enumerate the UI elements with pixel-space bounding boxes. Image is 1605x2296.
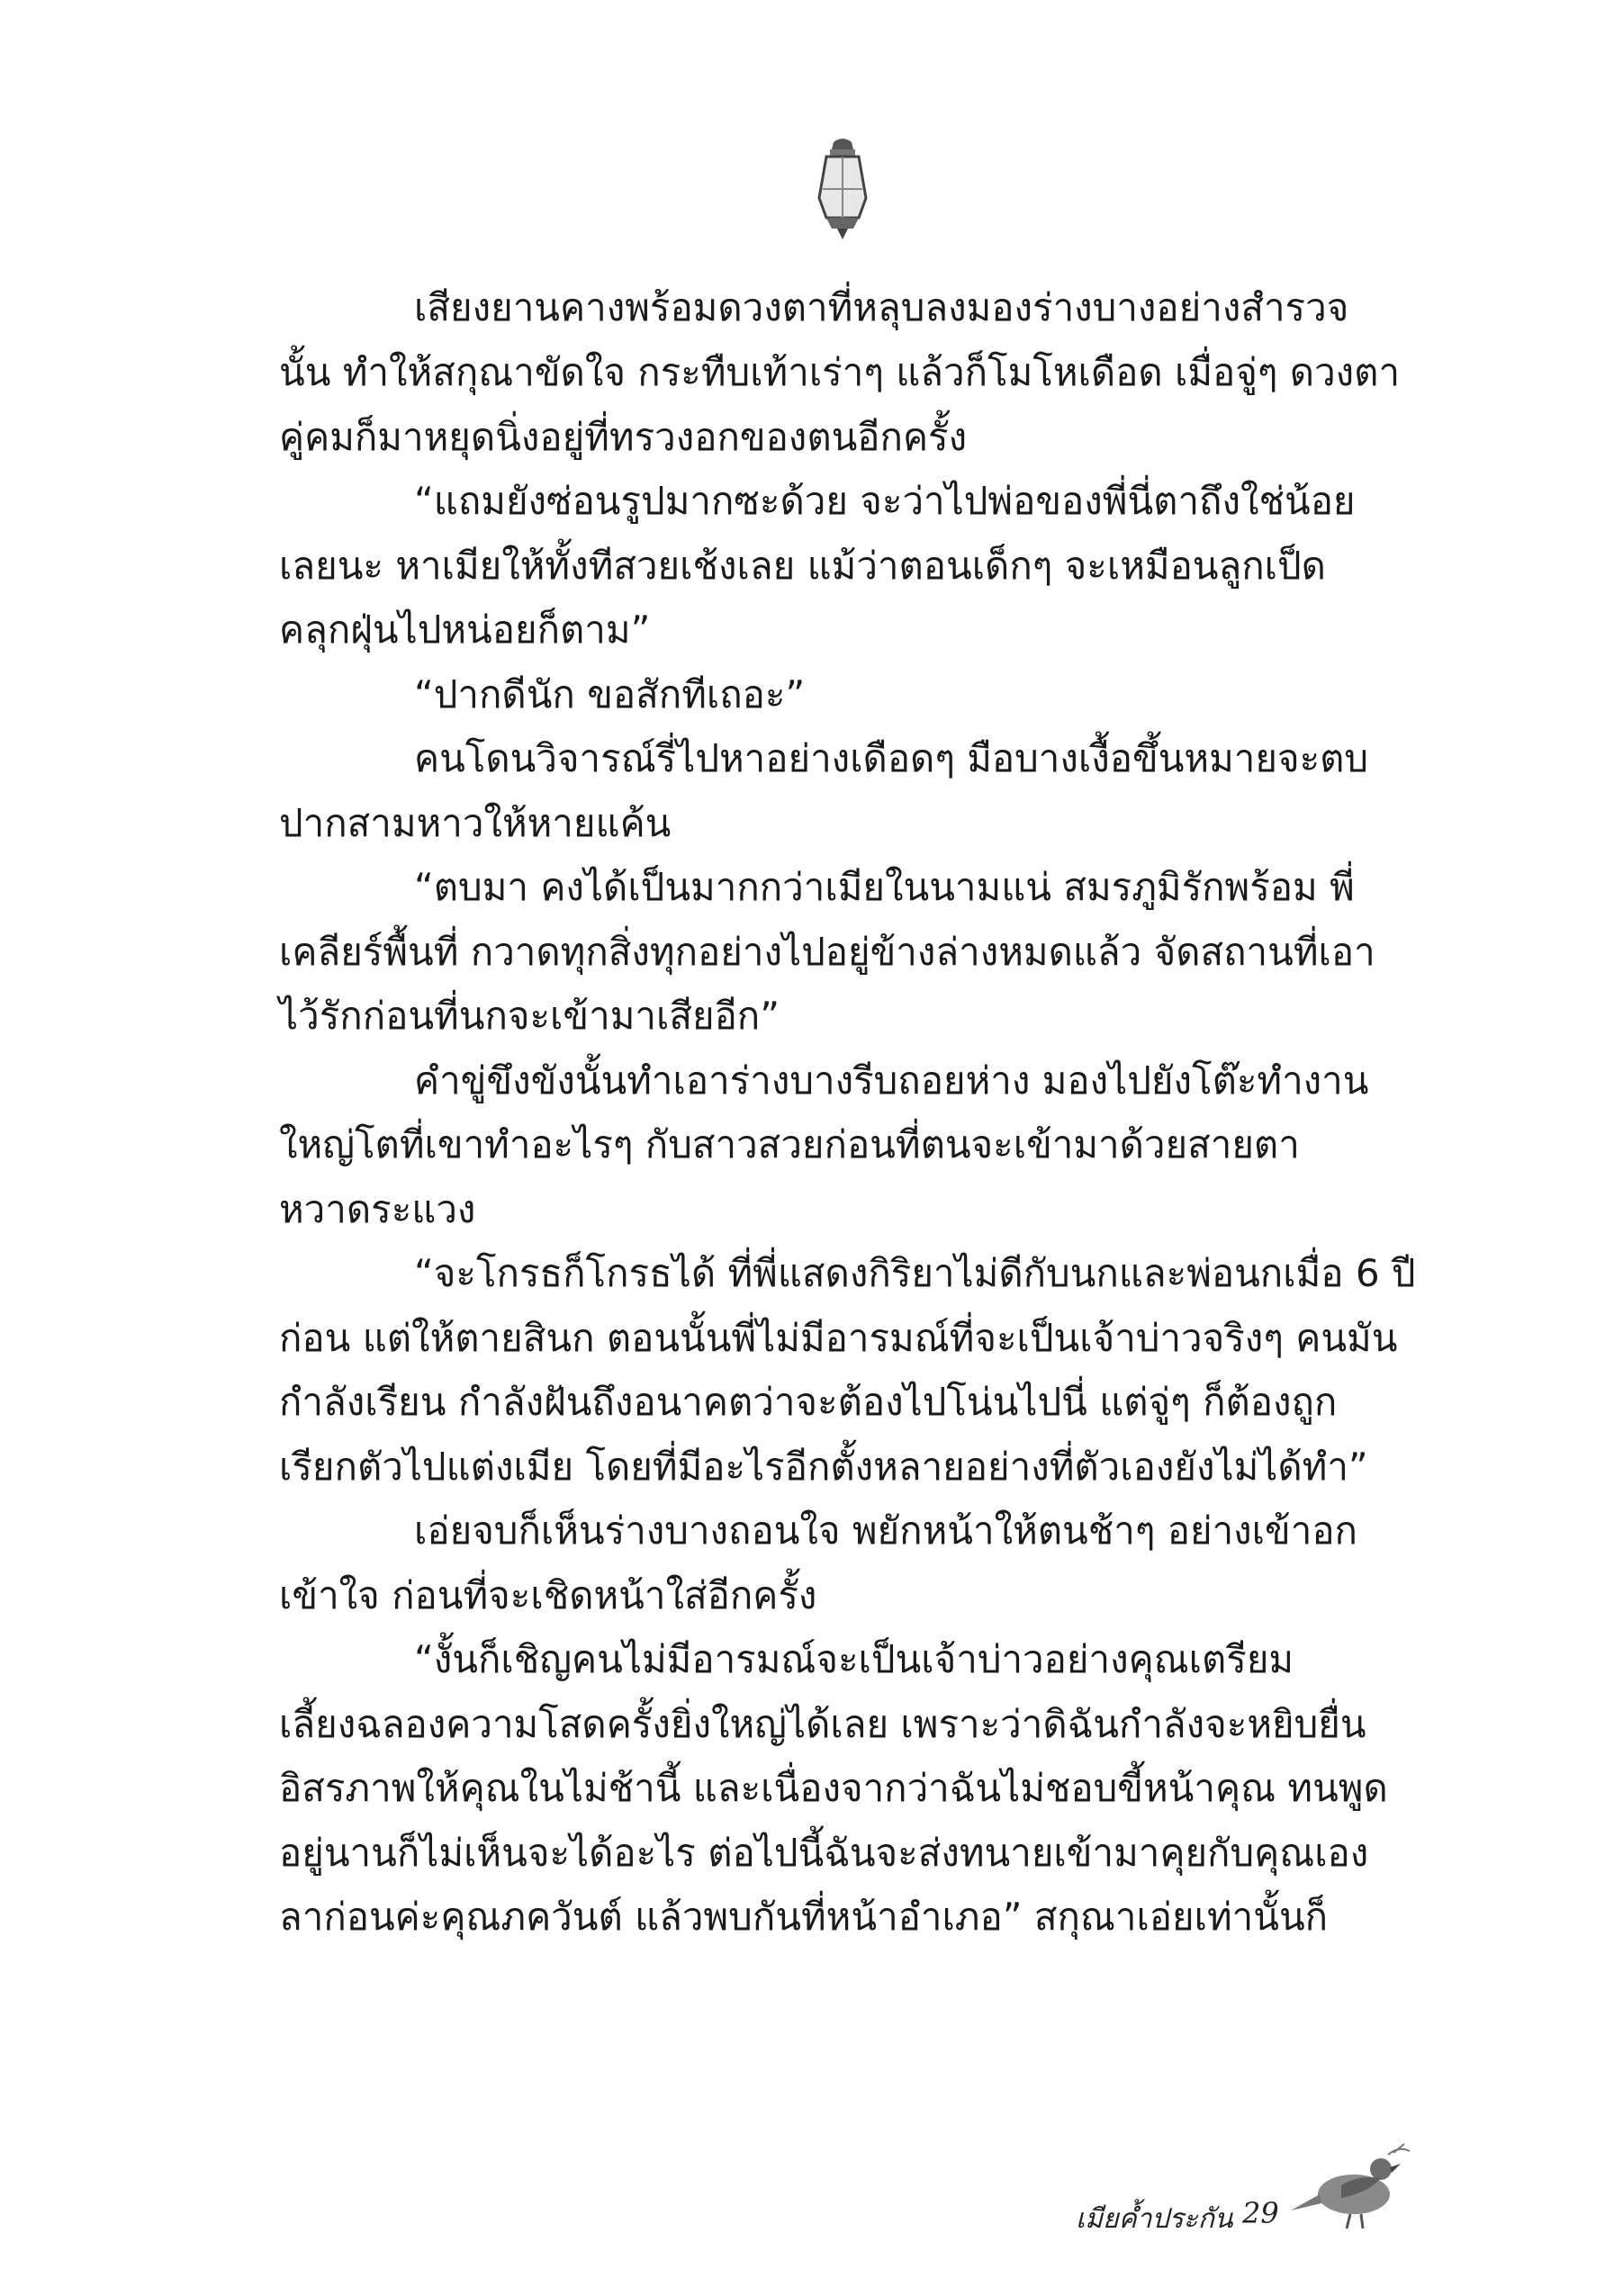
text-line-8: คนโดนวิจารณ์รี่ไปหาอย่างเดือดๆ มือบางเงื้อขึ้นหมายจะตบ bbox=[414, 736, 1369, 780]
text-line-3: คู่คมก็มาหยุดนิ่งอยู่ที่ทรวงอกของตนอีกครั้ง bbox=[279, 415, 968, 459]
text-line-23: เลี้ยงฉลองความโสดครั้งยิ่งใหญ่ได้เลย เพราะว่าดิฉันกำลังจะหยิบยื่น bbox=[279, 1702, 1366, 1746]
text-line-13: คำขู่ขึงขังนั้นทำเอาร่างบางรีบถอยห่าง มองไปยังโต๊ะทำงาน bbox=[414, 1058, 1369, 1103]
text-line-17: ก่อน แต่ให้ตายสินก ตอนนั้นพี่ไม่มีอารมณ์ที่จะเป็นเจ้าบ่าวจริงๆ คนมัน bbox=[279, 1316, 1398, 1360]
text-line-2: นั้น ทำให้สกุณาขัดใจ กระทืบเท้าเร่าๆ แล้วก็โมโหเดือด เมื่อจู่ๆ ดวงตา bbox=[279, 350, 1401, 394]
text-line-16: “จะโกรธก็โกรธได้ ที่พี่แสดงกิริยาไม่ดีกับนกและพ่อนกเมื่อ 6 ปี bbox=[414, 1251, 1416, 1295]
text-line-26: ลาก่อนค่ะคุณภควันต์ แล้วพบกันที่หน้าอำเภอ” สกุณาเอ่ยเท่านั้นก็ bbox=[279, 1895, 1329, 1939]
page-number: 29 bbox=[1242, 2196, 1279, 2230]
text-line-19: เรียกตัวไปแต่งเมีย โดยที่มีอะไรอีกตั้งหลายอย่างที่ตัวเองยังไม่ได้ทำ” bbox=[279, 1445, 1368, 1489]
text-line-18: กำลังเรียน กำลังฝันถึงอนาคตว่าจะต้องไปโน่นไปนี่ แต่จู่ๆ ก็ต้องถูก bbox=[279, 1380, 1338, 1424]
text-line-12: ไว้รักก่อนที่นกจะเข้ามาเสียอีก” bbox=[279, 994, 780, 1038]
text-line-5: เลยนะ หาเมียให้ทั้งทีสวยเช้งเลย แม้ว่าตอนเด็กๆ จะเหมือนลูกเป็ด bbox=[279, 544, 1326, 588]
text-line-25: อยู่นานก็ไม่เห็นจะได้อะไร ต่อไปนี้ฉันจะส่งทนายเข้ามาคุยกับคุณเอง bbox=[279, 1831, 1369, 1875]
text-line-11: เคลียร์พื้นที่ กวาดทุกสิ่งทุกอย่างไปอยู่ข้างล่างหมดแล้ว จัดสถานที่เอา bbox=[279, 930, 1375, 974]
running-footer-title: เมียค้ำประกัน bbox=[1076, 2203, 1233, 2235]
text-line-20: เอ่ยจบก็เห็นร่างบางถอนใจ พยักหน้าให้ตนช้าๆ อย่างเข้าอก bbox=[414, 1508, 1357, 1553]
text-line-14: ใหญ่โตที่เขาทำอะไรๆ กับสาวสวยก่อนที่ตนจะเข้ามาด้วยสายตา bbox=[279, 1122, 1300, 1166]
text-line-22: “งั้นก็เชิญคนไม่มีอารมณ์จะเป็นเจ้าบ่าวอย่างคุณเตรียม bbox=[414, 1637, 1294, 1681]
text-line-7: “ปากดีนัก ขอสักทีเถอะ” bbox=[414, 672, 806, 716]
text-line-15: หวาดระแวง bbox=[279, 1187, 476, 1231]
bird-icon bbox=[1287, 2142, 1413, 2241]
text-line-9: ปากสามหาวให้หายแค้น bbox=[279, 801, 672, 845]
lantern-ornament-icon bbox=[807, 135, 879, 243]
text-line-6: คลุกฝุ่นไปหน่อยก็ตาม” bbox=[279, 608, 651, 652]
text-line-1: เสียงยานคางพร้อมดวงตาที่หลุบลงมองร่างบางอย่างสำรวจ bbox=[414, 285, 1349, 329]
text-line-10: “ตบมา คงได้เป็นมากกว่าเมียในนามแน่ สมรภูมิรักพร้อม พี่ bbox=[414, 865, 1355, 909]
text-line-21: เข้าใจ ก่อนที่จะเชิดหน้าใส่อีกครั้ง bbox=[279, 1573, 817, 1617]
text-line-4: “แถมยังซ่อนรูปมากซะด้วย จะว่าไปพ่อของพี่นี่ตาถึงใช่น้อย bbox=[414, 479, 1356, 523]
text-line-24: อิสรภาพให้คุณในไม่ช้านี้ และเนื่องจากว่าฉันไม่ชอบขี้หน้าคุณ ทนพูด bbox=[279, 1766, 1388, 1810]
